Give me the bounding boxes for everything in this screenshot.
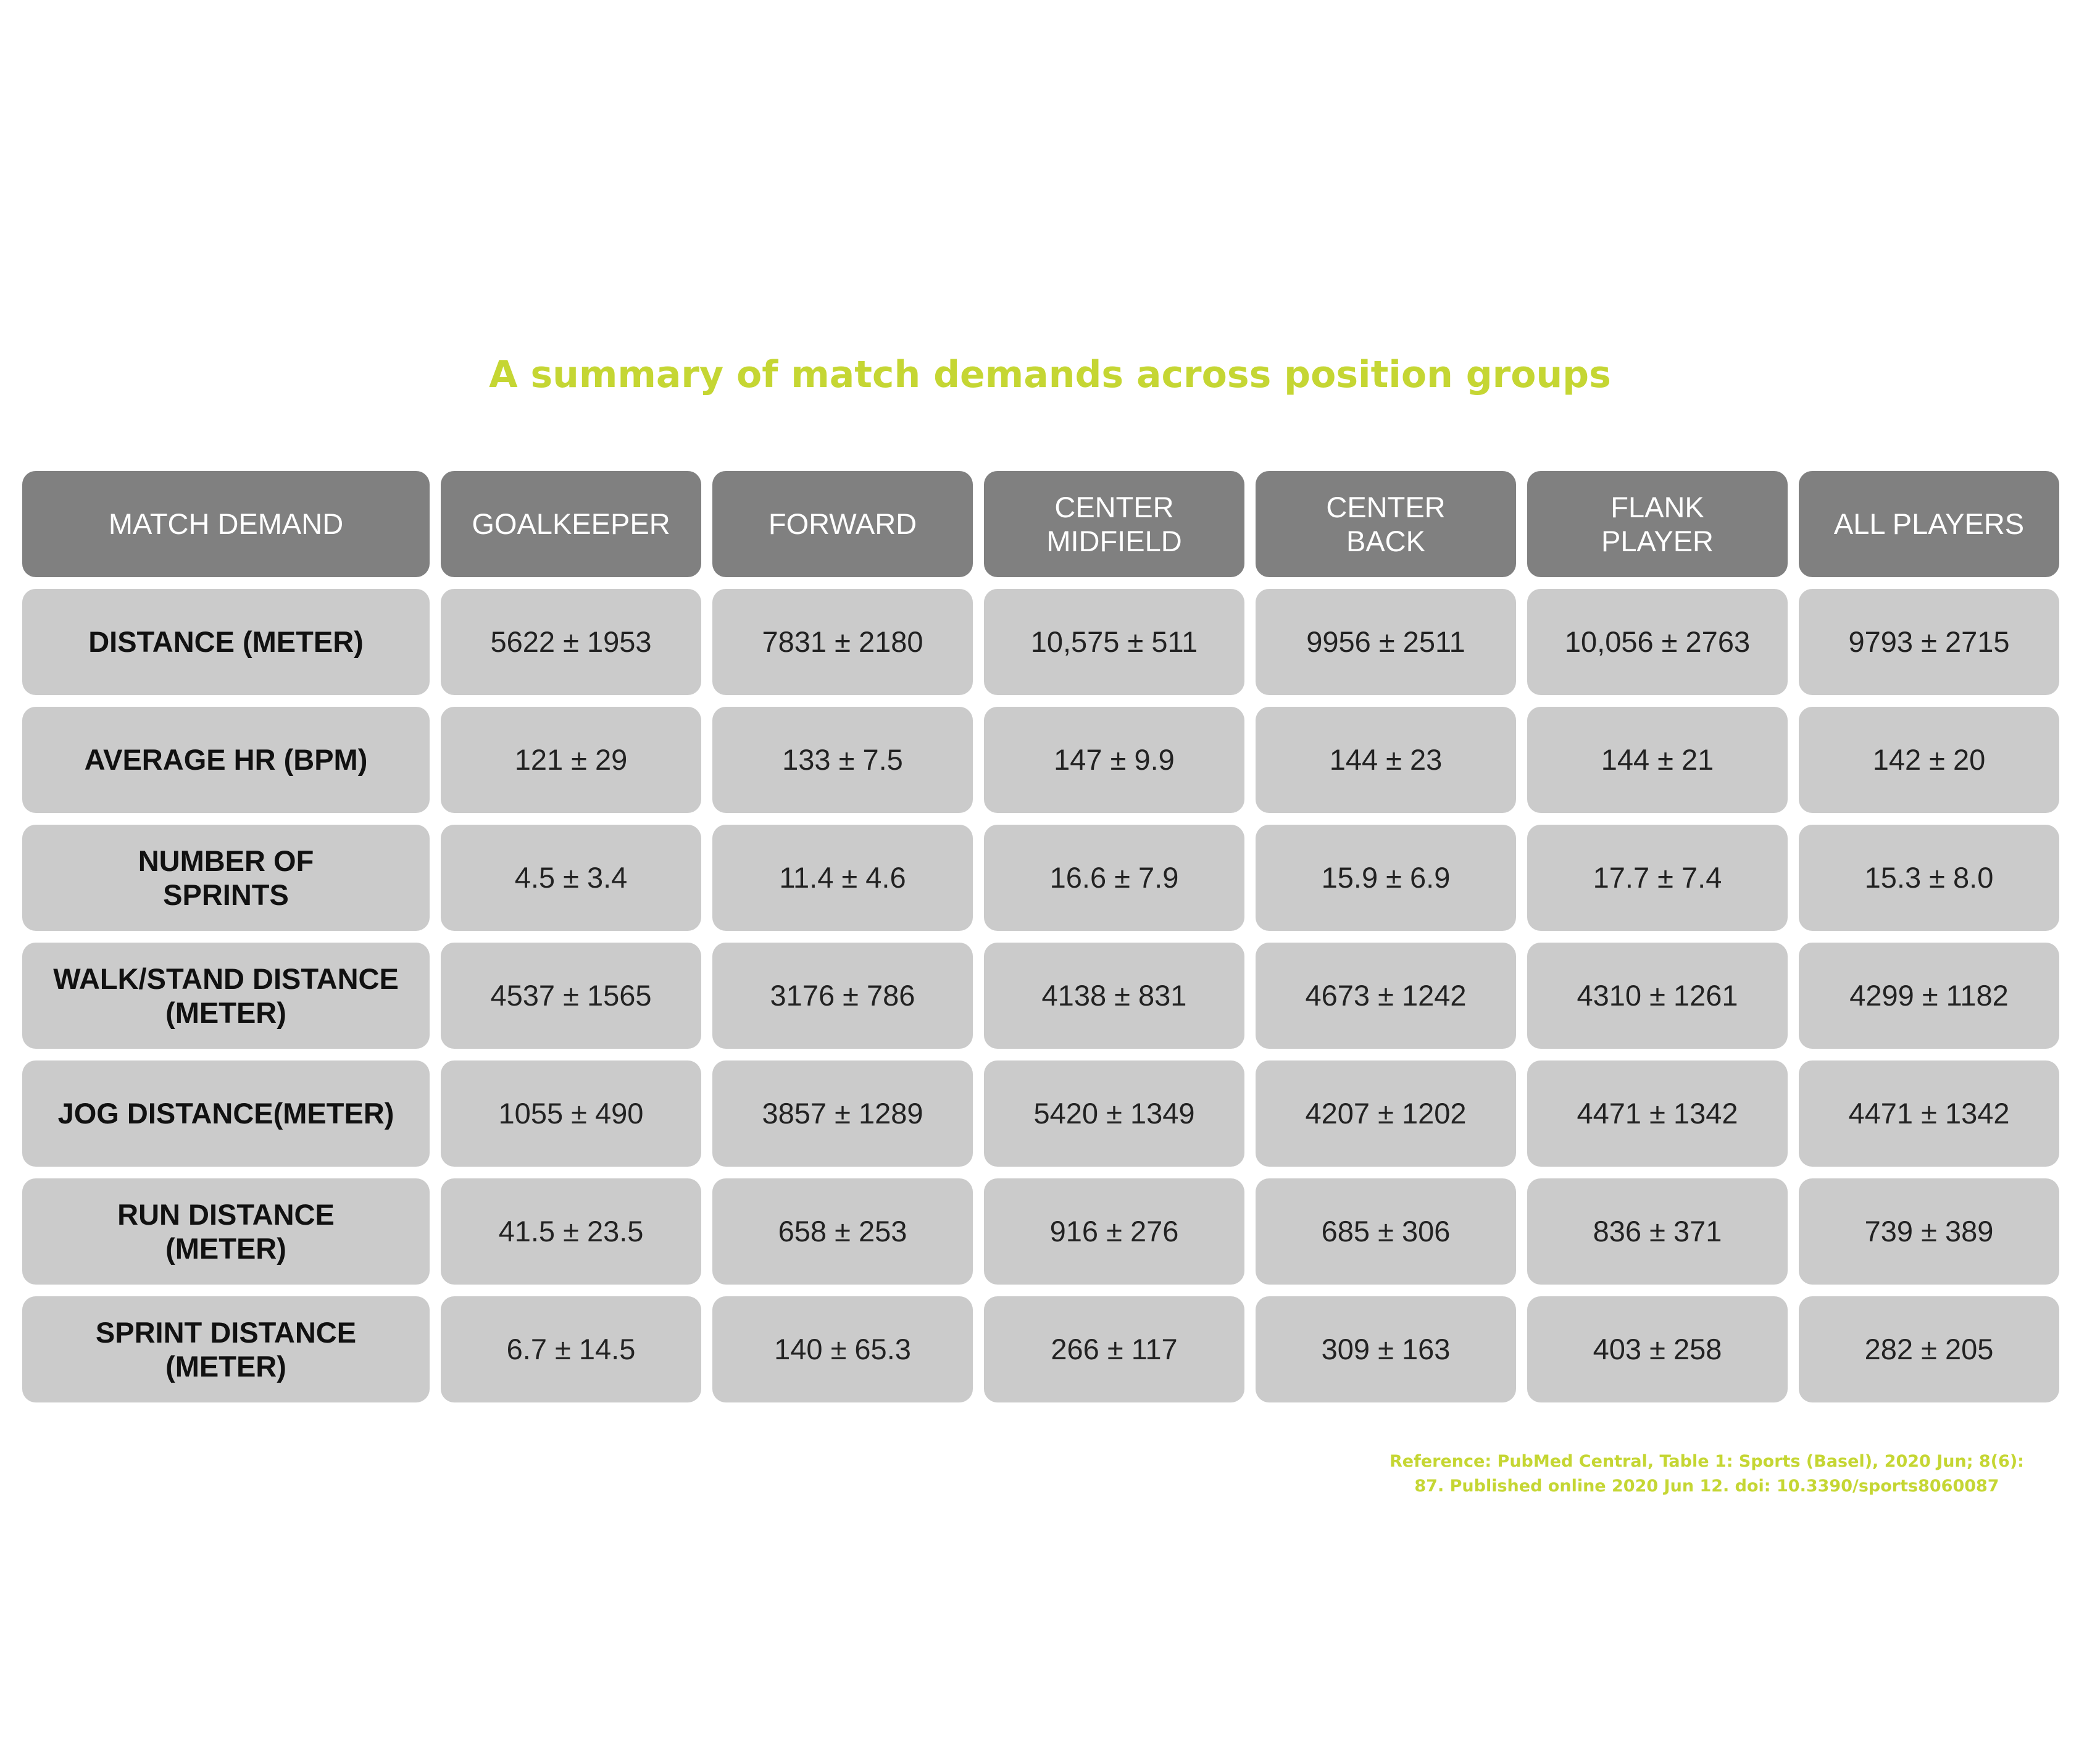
- table-cell: 4138 ± 831: [984, 943, 1244, 1049]
- table-cell: 4207 ± 1202: [1256, 1060, 1516, 1167]
- row-label-run-distance-meter: [22, 1178, 430, 1285]
- row-label-walk-stand-distance-meter: [22, 943, 430, 1049]
- column-header-center-back-line: BACK: [1346, 525, 1425, 557]
- row-label-number-of-sprints-line: NUMBER OF: [138, 844, 314, 877]
- table-cell: 4299 ± 1182: [1799, 943, 2059, 1049]
- column-header-all-players: [1799, 471, 2059, 577]
- row-label-sprint-distance-meter-line: SPRINT DISTANCE: [95, 1315, 357, 1349]
- table-cell: 147 ± 9.9: [984, 707, 1244, 813]
- column-header-goalkeeper: [441, 471, 701, 577]
- table-cell: 5622 ± 1953: [441, 589, 701, 695]
- table-cell: 144 ± 23: [1256, 707, 1516, 813]
- table-cell: 9793 ± 2715: [1799, 589, 2059, 695]
- table-cell: 10,056 ± 2763: [1527, 589, 1788, 695]
- table-cell: 5420 ± 1349: [984, 1060, 1244, 1167]
- row-label-run-distance-meter-line: RUN DISTANCE: [117, 1198, 335, 1231]
- table-cell: 144 ± 21: [1527, 707, 1788, 813]
- table-cell: 685 ± 306: [1256, 1178, 1516, 1285]
- table-cell: 4471 ± 1342: [1799, 1060, 2059, 1167]
- table-cell: 739 ± 389: [1799, 1178, 2059, 1285]
- table-cell: 6.7 ± 14.5: [441, 1296, 701, 1402]
- match-demands-table: [22, 471, 2059, 1402]
- table-cell: 266 ± 117: [984, 1296, 1244, 1402]
- table-cell: 17.7 ± 7.4: [1527, 825, 1788, 931]
- column-header-center-midfield: [984, 471, 1244, 577]
- table-cell: 282 ± 205: [1799, 1296, 2059, 1402]
- table-cell: 11.4 ± 4.6: [712, 825, 973, 931]
- row-label-number-of-sprints: [22, 825, 430, 931]
- table-cell: 133 ± 7.5: [712, 707, 973, 813]
- row-label-walk-stand-distance-meter-line: (METER): [165, 996, 286, 1029]
- table-cell: 4537 ± 1565: [441, 943, 701, 1049]
- table-cell: 140 ± 65.3: [712, 1296, 973, 1402]
- table-cell: 10,575 ± 511: [984, 589, 1244, 695]
- column-header-all-players-line: ALL PLAYERS: [1833, 507, 2025, 541]
- row-label-sprint-distance-meter-line: (METER): [165, 1350, 286, 1383]
- column-header-flank-player: [1527, 471, 1788, 577]
- table-cell: 15.9 ± 6.9: [1256, 825, 1516, 931]
- row-label-sprint-distance-meter: [22, 1296, 430, 1402]
- table-cell: 4310 ± 1261: [1527, 943, 1788, 1049]
- reference-line-1: Reference: PubMed Central, Table 1: Sports (Basel), 2020 Jun; 8(6):: [1390, 1452, 2024, 1471]
- column-header-flank-player-line: FLANK: [1610, 490, 1704, 523]
- row-label-walk-stand-distance-meter-line: WALK/STAND DISTANCE: [53, 962, 399, 995]
- table-cell: 836 ± 371: [1527, 1178, 1788, 1285]
- column-header-match-demand-line: MATCH DEMAND: [108, 507, 344, 541]
- row-label-average-hr-bpm: [22, 707, 430, 813]
- reference-line-2: 87. Published online 2020 Jun 12. doi: 10.3390/sports8060087: [1414, 1477, 1999, 1496]
- column-header-forward: [712, 471, 973, 577]
- column-header-forward-line: FORWARD: [768, 507, 917, 541]
- table-cell: 4471 ± 1342: [1527, 1060, 1788, 1167]
- row-label-number-of-sprints-line: SPRINTS: [163, 878, 289, 911]
- column-header-center-midfield-line: MIDFIELD: [1046, 525, 1182, 557]
- table-cell: 142 ± 20: [1799, 707, 2059, 813]
- table-cell: 9956 ± 2511: [1256, 589, 1516, 695]
- row-label-jog-distance-meter-line: JOG DISTANCE(METER): [57, 1097, 394, 1130]
- reference-note: [1284, 1449, 2100, 1499]
- table-cell: 403 ± 258: [1527, 1296, 1788, 1402]
- column-header-flank-player-line: PLAYER: [1601, 525, 1714, 557]
- row-label-average-hr-bpm-line: AVERAGE HR (BPM): [84, 743, 368, 777]
- table-cell: 15.3 ± 8.0: [1799, 825, 2059, 931]
- table-cell: 3176 ± 786: [712, 943, 973, 1049]
- column-header-match-demand: [22, 471, 430, 577]
- column-header-center-midfield-line: CENTER: [1054, 490, 1174, 523]
- row-label-jog-distance-meter: [22, 1060, 430, 1167]
- table-cell: 16.6 ± 7.9: [984, 825, 1244, 931]
- table-cell: 7831 ± 2180: [712, 589, 973, 695]
- table-cell: 916 ± 276: [984, 1178, 1244, 1285]
- table-cell: 658 ± 253: [712, 1178, 973, 1285]
- chart-title: A summary of match demands across position groups: [489, 353, 1611, 396]
- table-cell: 41.5 ± 23.5: [441, 1178, 701, 1285]
- row-label-run-distance-meter-line: (METER): [165, 1232, 286, 1265]
- column-header-center-back-line: CENTER: [1326, 490, 1446, 523]
- table-cell: 4673 ± 1242: [1256, 943, 1516, 1049]
- table-cell: 309 ± 163: [1256, 1296, 1516, 1402]
- column-header-center-back: [1256, 471, 1516, 577]
- table-cell: 4.5 ± 3.4: [441, 825, 701, 931]
- column-header-goalkeeper-line: GOALKEEPER: [472, 507, 670, 541]
- table-cell: 121 ± 29: [441, 707, 701, 813]
- row-label-distance-meter: [22, 589, 430, 695]
- table-cell: 3857 ± 1289: [712, 1060, 973, 1167]
- row-label-distance-meter-line: DISTANCE (METER): [88, 625, 364, 659]
- table-cell: 1055 ± 490: [441, 1060, 701, 1167]
